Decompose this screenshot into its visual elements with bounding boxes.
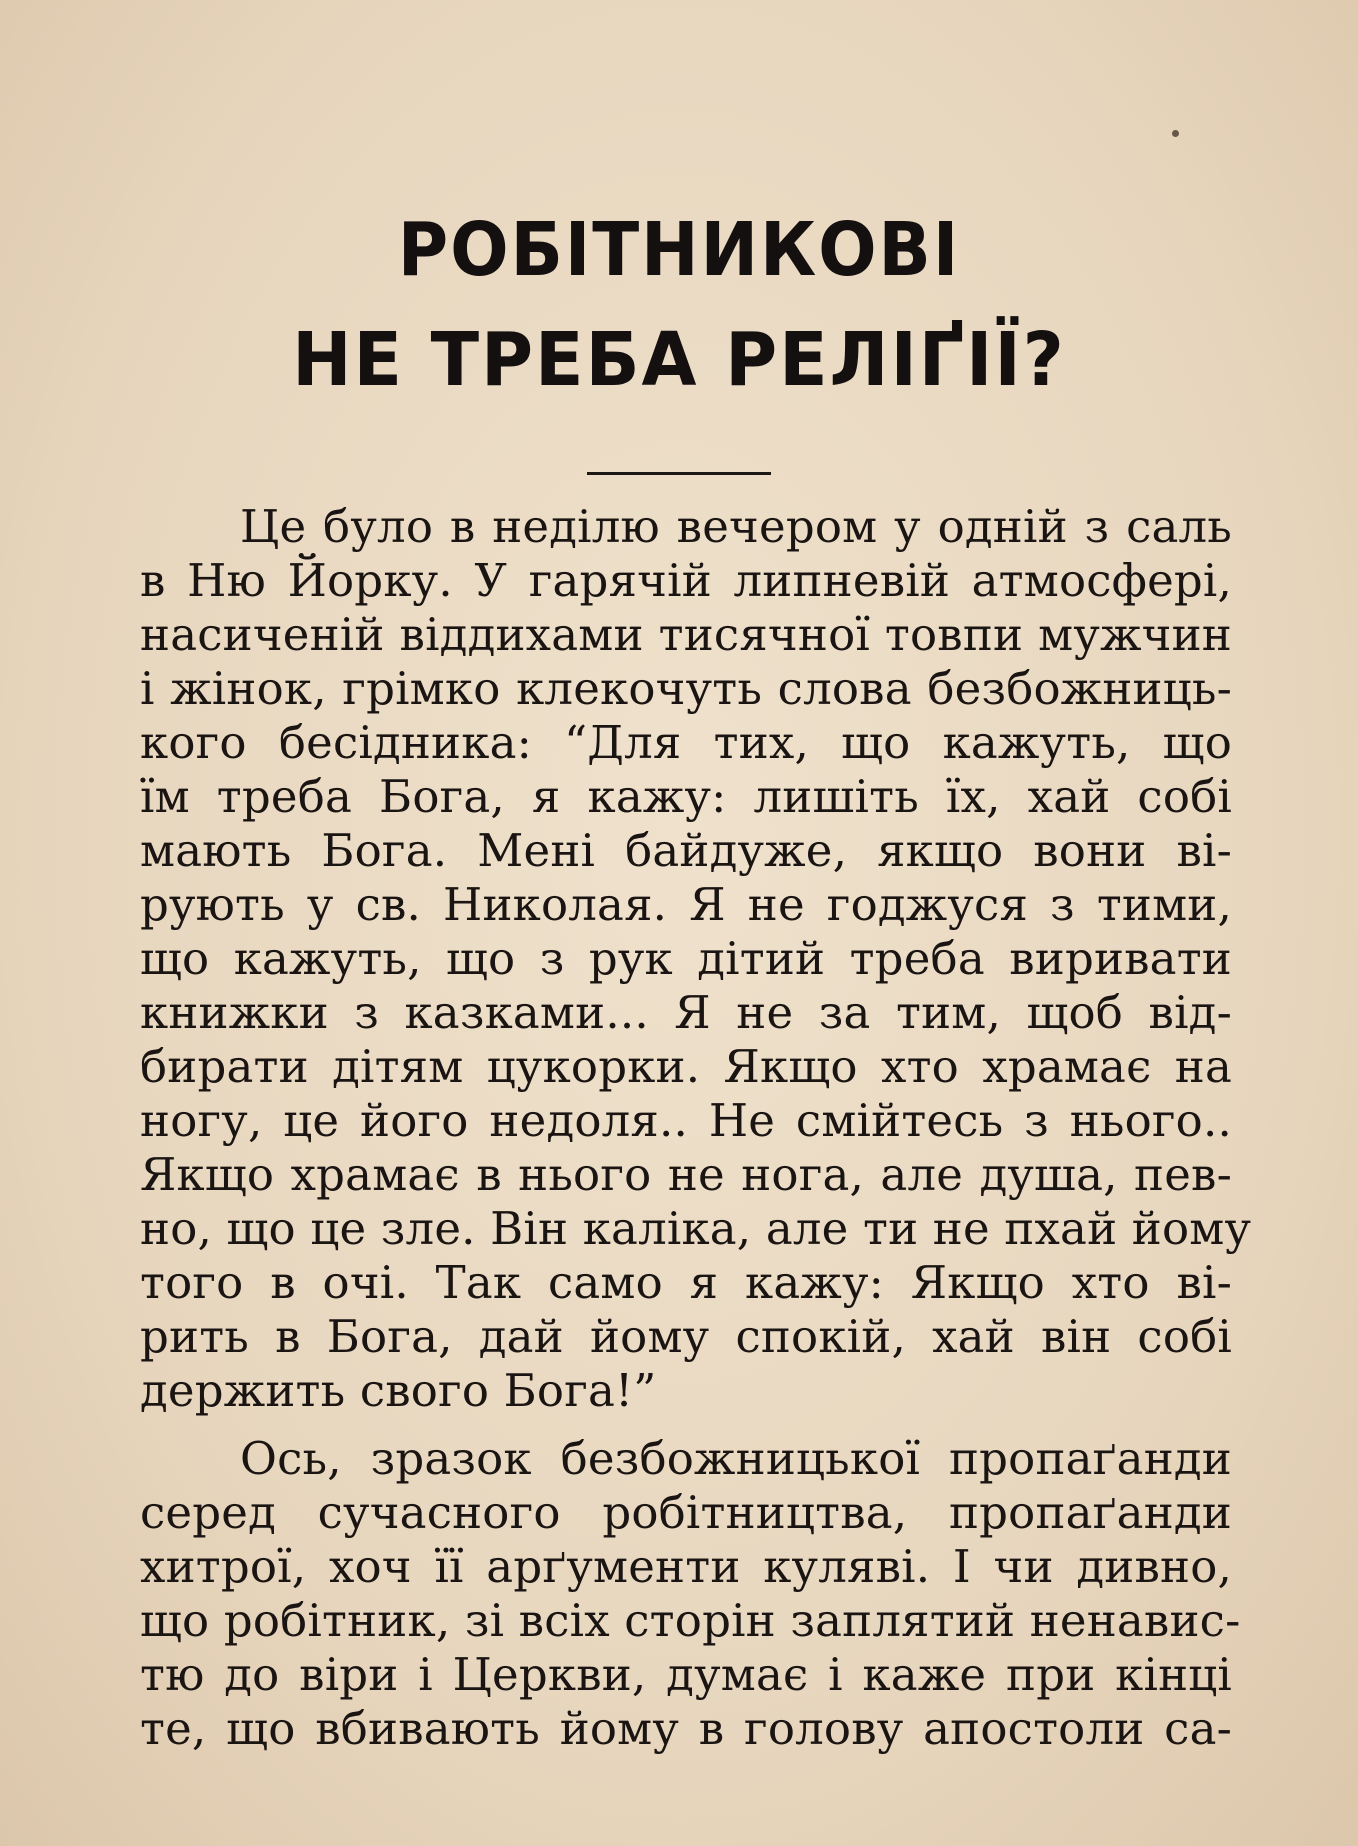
paragraph-1-line-11: бирати дітям цукорки. Якщо хто храмає на xyxy=(140,1040,1232,1093)
paragraph-1-line-6: їм треба Бога, я кажу: лишіть їх, хай собі xyxy=(140,770,1232,823)
paragraph-2-line-2: серед сучасного робітництва, пропаґанди xyxy=(140,1486,1232,1539)
paragraph-1-line-10: книжки з казками... Я не за тим, щоб від- xyxy=(140,986,1232,1039)
title-line-1: РОБІТНИКОВІ xyxy=(397,207,961,293)
paragraph-1-line-4: і жінок, грімко клекочуть слова безбожниць- xyxy=(140,662,1232,715)
paragraph-1-line-7: мають Бога. Мені байдуже, якщо вони ві- xyxy=(140,824,1232,877)
paragraph-1-line-3: насиченій віддихами тисячної товпи мужчин xyxy=(140,608,1232,661)
ink-speck xyxy=(1172,130,1179,137)
paragraph-1-line-12: ногу, це його недоля.. Не смійтесь з нього.. xyxy=(140,1094,1232,1147)
paragraph-1-line-1: Це було в неділю вечером у одній з саль xyxy=(240,500,1232,553)
paragraph-1-line-14: но, що це зле. Він каліка, але ти не пхай йому xyxy=(140,1202,1252,1255)
paragraph-2-line-3: хитрої, хоч її арґументи куляві. І чи дивно, xyxy=(140,1540,1232,1593)
paragraph-2-line-4: що робітник, зі всіх сторін заплятий ненавис- xyxy=(140,1594,1241,1647)
title-line-2: НЕ ТРЕБА РЕЛІҐІЇ? xyxy=(292,317,1066,403)
paragraph-2-line-6: те, що вбивають йому в голову апостоли са- xyxy=(140,1702,1232,1755)
paragraph-1-line-13: Якщо храмає в нього не нога, але душа, пев- xyxy=(140,1148,1232,1201)
paragraph-1-line-16: рить в Бога, дай йому спокій, хай він собі xyxy=(140,1310,1232,1363)
paragraph-1-line-2: в Ню Йорку. У гарячій липневій атмосфері, xyxy=(140,554,1232,607)
paragraph-1-line-5: кого бесідника: “Для тих, що кажуть, що xyxy=(140,716,1232,769)
title-divider xyxy=(587,472,771,475)
paragraph-2-line-1: Ось, зразок безбожницької пропаґанди xyxy=(240,1432,1232,1485)
paragraph-1-line-17: держить свого Бога!” xyxy=(140,1364,657,1417)
paragraph-1-line-9: що кажуть, що з рук дітий треба виривати xyxy=(140,932,1232,985)
paragraph-2-line-5: тю до віри і Церкви, думає і каже при кінці xyxy=(140,1648,1232,1701)
paragraph-1-line-8: рують у св. Николая. Я не годжуся з тими, xyxy=(140,878,1232,931)
paragraph-1-line-15: того в очі. Так само я кажу: Якщо хто ві- xyxy=(140,1256,1232,1309)
